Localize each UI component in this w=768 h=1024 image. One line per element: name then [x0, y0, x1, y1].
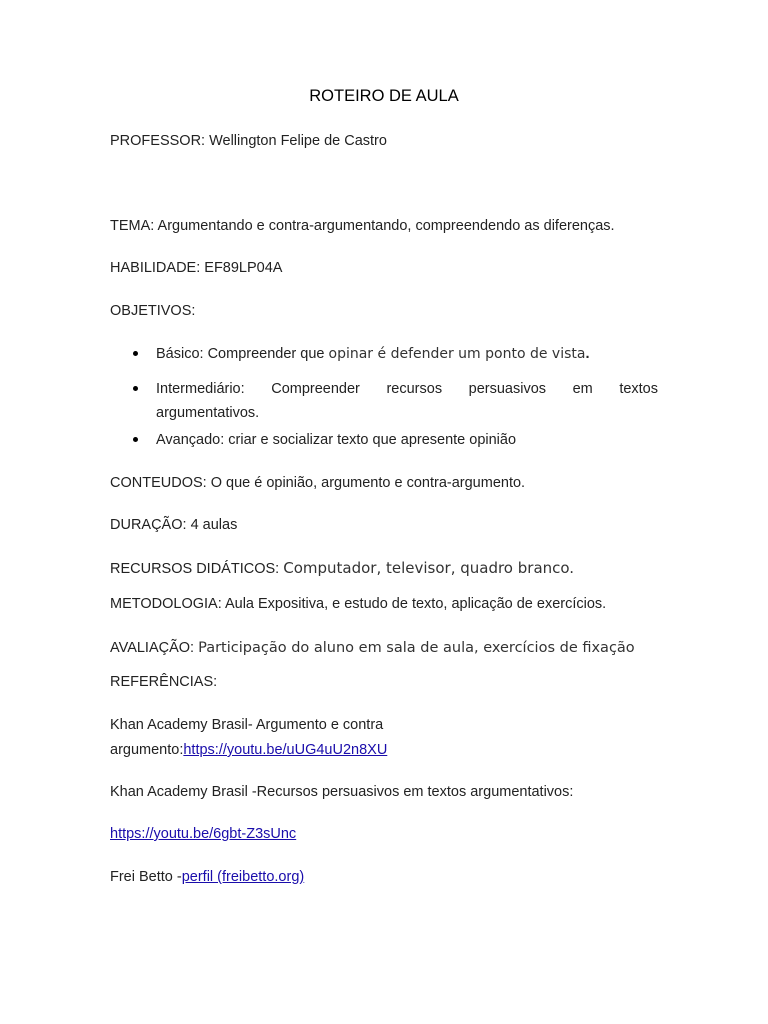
avaliacao-line: [110, 639, 635, 657]
recursos-value: Computador, televisor, quadro branco.: [283, 559, 575, 577]
avaliacao-label: AVALIAÇÃO:: [110, 640, 199, 656]
referencias-label: REFERÊNCIAS:: [110, 674, 218, 690]
metodologia-line: METODOLOGIA: Aula Expositiva, e estudo de texto, aplicação de exercícios.: [110, 596, 607, 612]
document-title: ROTEIRO DE AULA: [309, 87, 459, 105]
ref3-prefix: Frei Betto -: [110, 869, 182, 885]
bullet-icon: [133, 386, 138, 391]
objetivo-basico-period: .: [585, 346, 590, 362]
ref1-line2: [110, 741, 387, 759]
tema-line: TEMA: Argumentando e contra-argumentando, compreendendo as diferenças.: [110, 218, 615, 234]
ref3-link[interactable]: perfil (freibetto.org): [181, 869, 305, 885]
objetivo-basico-prefix: Básico: Compreender que: [156, 346, 329, 362]
ref1-prefix: argumento:: [110, 742, 184, 758]
ref2-link[interactable]: https://youtu.be/6gbt-Z3sUnc: [110, 826, 297, 842]
ref2-line: Khan Academy Brasil -Recursos persuasivos em textos argumentativos:: [110, 784, 574, 800]
objetivo-basico-text: opinar é defender um ponto de vista: [328, 346, 586, 362]
objetivo-basico: [156, 345, 590, 363]
ref1-link[interactable]: https://youtu.be/uUG4uU2n8XU: [183, 742, 388, 758]
habilidade-line: HABILIDADE: EF89LP04A: [110, 260, 283, 276]
objetivo-intermediario-line1: Intermediário: Compreender recursos persuasivos em textos: [156, 381, 658, 397]
recursos-label: RECURSOS DIDÁTICOS:: [110, 561, 284, 577]
professor-line: PROFESSOR: Wellington Felipe de Castro: [110, 133, 387, 149]
conteudos-line: CONTEUDOS: O que é opinião, argumento e contra-argumento.: [110, 475, 526, 491]
duracao-line: DURAÇÃO: 4 aulas: [110, 517, 238, 533]
objetivos-label: OBJETIVOS:: [110, 303, 196, 319]
bullet-icon: [133, 437, 138, 442]
objetivo-intermediario-line2: argumentativos.: [156, 405, 260, 421]
recursos-line: [110, 559, 574, 578]
ref2-link-line: [110, 825, 296, 843]
ref1-line1: Khan Academy Brasil- Argumento e contra: [110, 717, 384, 733]
ref3-line: [110, 868, 304, 886]
bullet-icon: [133, 351, 138, 356]
avaliacao-value: Participação do aluno em sala de aula, exercícios de fixação: [198, 640, 635, 656]
objetivo-avancado: Avançado: criar e socializar texto que apresente opinião: [156, 432, 517, 448]
